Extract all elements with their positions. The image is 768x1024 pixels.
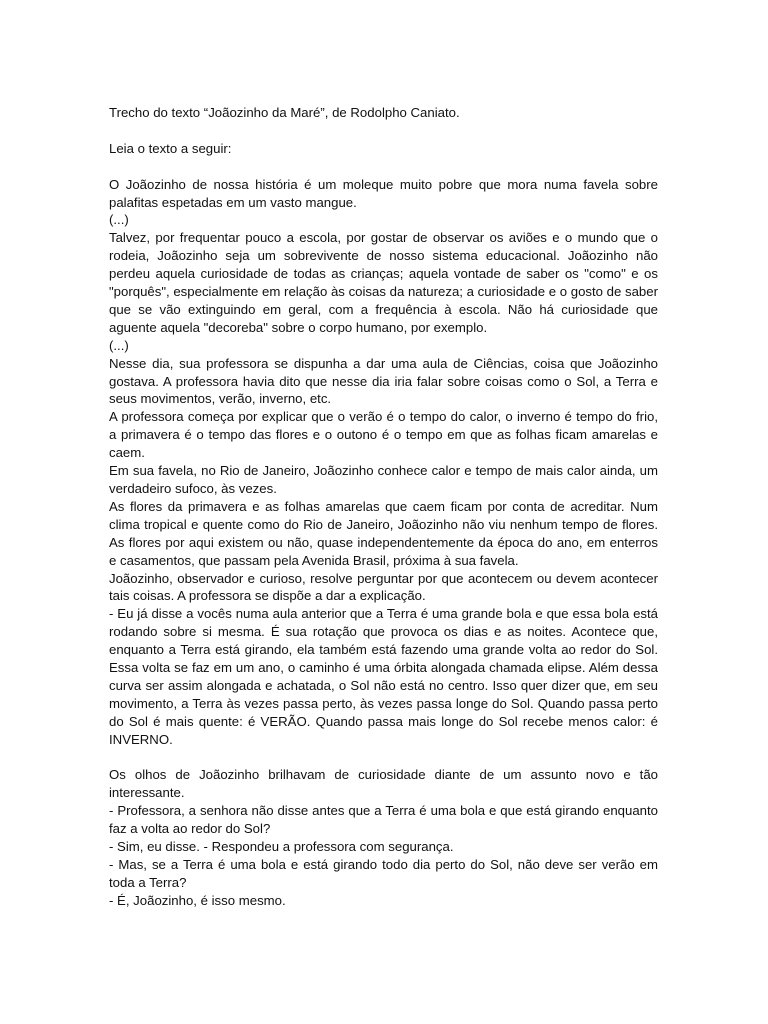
dialogue-line: - Mas, se a Terra é uma bola e está girando todo dia perto do Sol, não deve ser verão em toda a Terra? [109,857,658,890]
paragraph: As flores da primavera e as folhas amarelas que caem ficam por conta de acreditar. Num clima tropical e quente como do Rio de Janeiro, Joãozinho não viu nenhum tempo de flores. As flores por aqui existem ou não, quase independentemente da época do ano, em enterros e casamentos, que passam pela Avenida Brasil, próxima à sua favela. [109,498,658,568]
paragraph: A professora começa por explicar que o verão é o tempo do calor, o inverno é tempo do frio, a primavera é o tempo das flores e o outono é o tempo em que as folhas ficam amarelas e caem. [109,409,658,461]
paragraph: Em sua favela, no Rio de Janeiro, Joãozinho conhece calor e tempo de mais calor ainda, um verdadeiro sufoco, às vezes. [109,463,658,496]
paragraph: Nesse dia, sua professora se dispunha a dar uma aula de Ciências, coisa que Joãozinho gostava. A professora havia dito que nesse dia iria falar sobre coisas como o Sol, a Terra e seus movimentos, verão, inverno, etc. [109,355,658,407]
dialogue-line: - É, Joãozinho, é isso mesmo. [109,892,286,908]
paragraph: Os olhos de Joãozinho brilhavam de curiosidade diante de um assunto novo e tão interessante. [109,767,658,801]
story-continuation [109,766,658,909]
ellipsis-marker: (...) [109,212,129,228]
paragraph: Talvez, por frequentar pouco a escola, por gostar de observar os aviões e o mundo que o rodeia, Joãozinho seja um sobrevivente de nosso sistema educacional. Joãozinho não perdeu aquela curiosidade de todas as crianças; aquela vontade de saber os "como" e os "porquês", especialmente em relação às coisas da natureza; a curiosidade e o gosto de saber que se vão extinguindo em geral, com a frequência à escola. Não há curiosidade que aguente aquela "decoreba" sobre o corpo humano, por exemplo. [109,230,658,335]
dialogue-line: - Professora, a senhora não disse antes que a Terra é uma bola e que está girando enquanto faz a volta ao redor do Sol? [109,803,658,837]
paragraph: O Joãozinho de nossa história é um moleque muito pobre que mora numa favela sobre palafitas espetadas em um vasto mangue. [109,176,658,210]
dialogue-line: - Sim, eu disse. - Respondeu a professora com segurança. [109,839,454,855]
document-page [109,104,658,910]
paragraph: Joãozinho, observador e curioso, resolve perguntar por que acontecem ou devem acontecer tais coisas. A professora se dispõe a dar a explicação. [109,570,658,604]
document-header: Trecho do texto “Joãozinho da Maré”, de Rodolpho Caniato. [109,105,460,120]
ellipsis-marker: (...) [109,337,129,353]
story-body [109,176,658,749]
instruction-text: Leia o texto a seguir: [109,140,232,156]
paragraph: - Eu já disse a vocês numa aula anterior que a Terra é uma grande bola e que essa bola está rodando sobre si mesma. É sua rotação que provoca os dias e as noites. Acontece que, enquanto a Terra está girando, ela também está fazendo uma grande volta ao redor do Sol. Essa volta se faz em um ano, o caminho é uma órbita alongada chamada elipse. Além dessa curva ser assim alongada e achatada, o Sol não está no centro. Isso quer dizer que, em seu movimento, a Terra às vezes passa perto, às vezes passa longe do Sol. Quando passa perto do Sol é mais quente: é VERÃO. Quando passa mais longe do Sol recebe menos calor: é INVERNO. [109,606,658,747]
